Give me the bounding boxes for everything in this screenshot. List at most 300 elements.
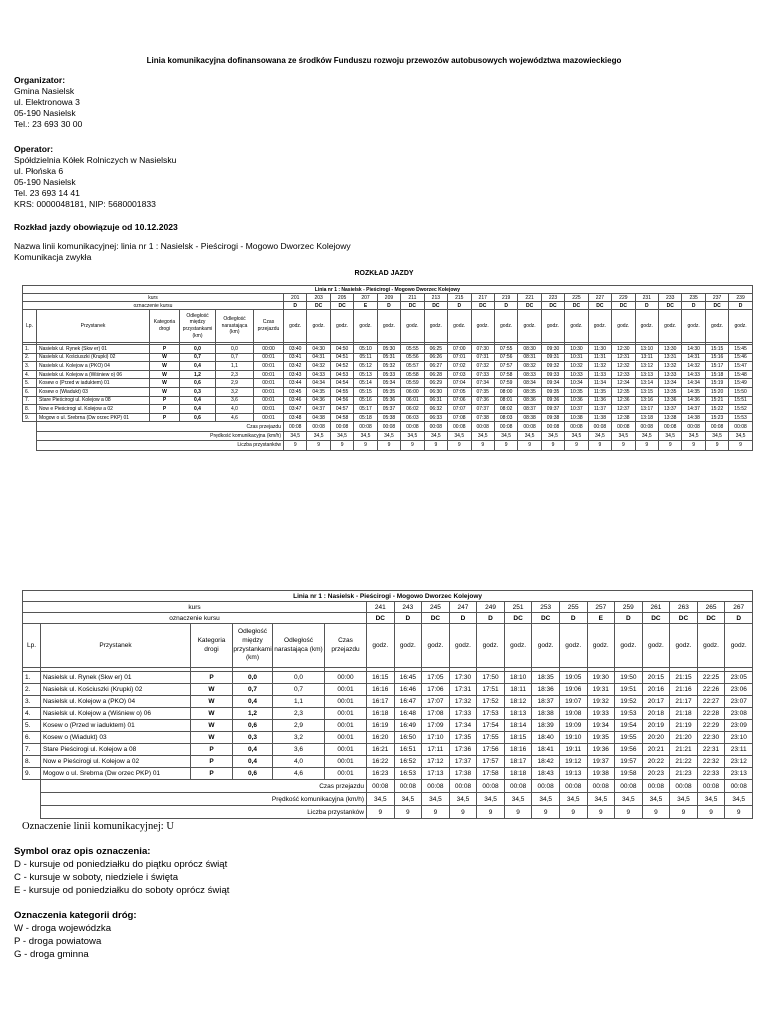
travel-time-value: 00:08 [705,422,728,431]
travel-time-value: 00:08 [532,780,560,793]
departure-time: 19:10 [559,732,587,744]
departure-time: 15:51 [729,396,753,405]
speed-value: 34,5 [330,431,353,440]
departure-time: 19:58 [615,768,643,780]
travel-time-value: 00:08 [612,422,635,431]
speed-value: 34,5 [394,793,422,806]
departure-time: 05:34 [377,379,400,388]
stop-name: Stare Pieścirogi ul. Kolejow a 08 [41,744,191,756]
godz-header: godz. [565,310,588,343]
departure-time: 15:50 [729,387,753,396]
speed-value: 34,5 [471,431,494,440]
godz-header: godz. [588,310,611,343]
course-mark: D [635,302,658,310]
godz-header: godz. [642,624,670,668]
departure-time: 05:35 [377,387,400,396]
course-number: 219 [494,294,517,302]
departure-time: 04:55 [330,387,353,396]
stop-travel-time: 00:01 [254,379,284,388]
stop-name: Mogow o ul. Srebrna (Dw orzec PKP) 01 [37,413,150,422]
departure-time: 05:58 [401,370,424,379]
travel-time-value: 00:08 [494,422,517,431]
departure-time: 16:23 [367,768,395,780]
departure-time: 13:13 [635,370,658,379]
stop-lp: 5. [23,720,41,732]
departure-time: 20:21 [642,744,670,756]
godz-header: godz. [682,310,705,343]
stop-distance: 0,6 [180,413,216,422]
departure-time: 05:56 [401,353,424,362]
departure-time: 07:59 [494,379,517,388]
speed-value: 34,5 [670,793,698,806]
stop-cumulative: 3,6 [273,744,325,756]
departure-time: 12:38 [612,413,635,422]
course-mark: D [615,613,643,624]
course-number: 265 [697,602,725,613]
col-lp-header: Lp. [23,310,37,343]
speed-value: 34,5 [518,431,541,440]
departure-time: 07:33 [471,370,494,379]
speed-value: 34,5 [642,793,670,806]
stop-count-value: 9 [559,806,587,819]
stop-cumulative: 0,0 [273,672,325,684]
departure-time: 10:30 [565,345,588,354]
departure-time: 06:33 [424,413,447,422]
departure-time: 08:30 [518,345,541,354]
departure-time: 07:55 [494,345,517,354]
operator-label: Operator: [14,144,54,154]
departure-time: 20:18 [642,708,670,720]
departure-time: 19:12 [559,756,587,768]
departure-time: 04:50 [330,345,353,354]
stop-category: P [150,396,180,405]
godz-header: godz. [448,310,471,343]
departure-time: 07:56 [494,353,517,362]
stop-lp: 2. [23,353,37,362]
departure-time: 07:32 [471,362,494,371]
stop-count-label: Liczba przystanków [41,806,367,819]
departure-time: 15:47 [729,362,753,371]
departure-time: 19:05 [559,672,587,684]
course-number: 257 [587,602,615,613]
departure-time: 23:12 [725,756,753,768]
stop-count-value: 9 [659,441,682,450]
departure-time: 13:36 [659,396,682,405]
stop-name: Nasielsk ul. Kolejow a (PKO) 04 [41,696,191,708]
stop-cumulative: 0,0 [216,345,254,354]
departure-time: 09:38 [541,413,564,422]
stop-lp: 3. [23,362,37,371]
travel-time-value: 00:08 [518,422,541,431]
stop-name: Nasielsk ul. Rynek (Skw er) 01 [37,345,150,354]
speed-value: 34,5 [448,431,471,440]
departure-time: 06:31 [424,396,447,405]
departure-time: 08:00 [494,387,517,396]
organizer-label: Organizator: [14,75,66,85]
godz-header: godz. [697,624,725,668]
stop-lp: 9. [23,768,41,780]
stop-category: W [191,708,233,720]
stop-distance: 0,7 [233,684,273,696]
course-number: 223 [541,294,564,302]
stop-count-value: 9 [729,441,753,450]
col-distance-header: Odległość między przystankami (km) [233,624,273,668]
departure-time: 13:11 [635,353,658,362]
stop-cumulative: 3,2 [273,732,325,744]
course-mark: DC [330,302,353,310]
departure-time: 07:03 [448,370,471,379]
symbol-item: C - kursuje w soboty, niedziele i święta [14,872,179,883]
speed-value: 34,5 [659,431,682,440]
col-cumulative-header: Odległość narastająca (km) [216,310,254,343]
departure-time: 16:17 [367,696,395,708]
stop-lp: 5. [23,379,37,388]
departure-time: 17:54 [477,720,505,732]
stop-count-value: 9 [449,806,477,819]
departure-time: 10:32 [565,362,588,371]
stop-name: Nasielsk ul. Kościuszki (Krupki) 02 [37,353,150,362]
stop-distance: 0,4 [180,396,216,405]
travel-time-value: 00:08 [697,780,725,793]
stop-distance: 0,6 [233,768,273,780]
symbol-item: E - kursuje od poniedziałku do soboty oprócz świąt [14,885,230,896]
departure-time: 07:34 [471,379,494,388]
stop-travel-time: 00:01 [325,732,367,744]
validity-note: Rozkład jazdy obowiązuje od 10.12.2023 [14,222,178,232]
stop-distance: 0,4 [233,696,273,708]
departure-time: 20:22 [642,756,670,768]
departure-time: 15:45 [729,345,753,354]
road-categories-legend [14,909,137,961]
departure-time: 11:34 [588,379,611,388]
departure-time: 13:30 [659,345,682,354]
departure-time: 17:32 [449,696,477,708]
stop-distance: 0,4 [180,405,216,414]
blank-cell [23,431,37,440]
godz-header: godz. [307,310,330,343]
departure-time: 21:15 [670,672,698,684]
departure-time: 12:32 [612,362,635,371]
line-header: Linia nr 1 : Nasielsk - Pieścirogi - Mogowo Dworzec Kolejowy [23,591,753,602]
stop-category: P [191,672,233,684]
departure-time: 16:53 [394,768,422,780]
stop-category: P [150,413,180,422]
stop-category: W [150,362,180,371]
godz-header: godz. [504,624,532,668]
departure-time: 08:31 [518,353,541,362]
stop-count-value: 9 [541,441,564,450]
speed-value: 34,5 [424,431,447,440]
symbol-item: D - kursuje od poniedziałku do piątku oprócz świąt [14,859,228,870]
stop-cumulative: 4,0 [273,756,325,768]
travel-time-value: 00:08 [330,422,353,431]
course-mark: DC [422,613,450,624]
departure-time: 20:19 [642,720,670,732]
course-number: 255 [559,602,587,613]
godz-header: godz. [394,624,422,668]
departure-time: 06:03 [401,413,424,422]
departure-time: 17:56 [477,744,505,756]
course-mark: D [377,302,400,310]
departure-time: 06:01 [401,396,424,405]
departure-time: 05:16 [354,396,377,405]
departure-time: 16:49 [394,720,422,732]
travel-time-value: 00:08 [615,780,643,793]
stop-distance: 1,2 [180,370,216,379]
stop-category: W [150,379,180,388]
departure-time: 16:45 [394,672,422,684]
departure-time: 05:13 [354,370,377,379]
speed-value: 34,5 [565,431,588,440]
course-number: 229 [612,294,635,302]
departure-time: 04:36 [307,396,330,405]
departure-time: 05:11 [354,353,377,362]
stop-count-value: 9 [682,441,705,450]
godz-header: godz. [424,310,447,343]
departure-time: 14:34 [682,379,705,388]
departure-time: 04:58 [330,413,353,422]
departure-time: 18:12 [504,696,532,708]
stop-count-value: 9 [354,441,377,450]
stop-count-value: 9 [615,806,643,819]
speed-value: 34,5 [615,793,643,806]
departure-time: 15:46 [729,353,753,362]
departure-time: 19:06 [559,684,587,696]
stop-lp: 1. [23,345,37,354]
departure-time: 11:30 [588,345,611,354]
stop-travel-time: 00:01 [325,756,367,768]
col-time-header: Czas przejazdu [254,310,284,343]
course-mark: DC [670,613,698,624]
road-category-item: G - droga gminna [14,949,89,960]
departure-time: 20:23 [642,768,670,780]
stop-count-label: Liczba przystanków [37,441,284,450]
departure-time: 19:09 [559,720,587,732]
departure-time: 04:32 [307,362,330,371]
departure-time: 18:39 [532,720,560,732]
departure-time: 19:38 [587,768,615,780]
stop-name: Kosew o (Wiadukt) 03 [41,732,191,744]
course-mark: E [587,613,615,624]
speed-value: 34,5 [354,431,377,440]
departure-time: 07:35 [471,387,494,396]
departure-time: 16:19 [367,720,395,732]
godz-header: godz. [587,624,615,668]
departure-time: 04:30 [307,345,330,354]
stop-cumulative: 2,9 [273,720,325,732]
departure-time: 16:18 [367,708,395,720]
travel-time-value: 00:08 [565,422,588,431]
departure-time: 03:45 [284,387,307,396]
travel-time-value: 00:08 [422,780,450,793]
stop-count-value: 9 [401,441,424,450]
godz-header: godz. [354,310,377,343]
departure-time: 18:35 [532,672,560,684]
departure-time: 19:33 [587,708,615,720]
departure-time: 21:18 [670,708,698,720]
departure-time: 10:38 [565,413,588,422]
departure-time: 13:33 [659,370,682,379]
stop-count-value: 9 [670,806,698,819]
travel-time-value: 00:08 [559,780,587,793]
departure-time: 07:38 [471,413,494,422]
stop-count-value: 9 [448,441,471,450]
line-name: Nazwa linii komunikacyjnej: linia nr 1 : Nasielsk - Pieścirogi - Mogowo Dworzec Kolejowy [14,241,351,251]
departure-time: 06:32 [424,405,447,414]
departure-time: 15:23 [705,413,728,422]
stop-lp: 1. [23,672,41,684]
col-category-header: Kategoria drogi [150,310,180,343]
schedule-title: ROZKŁAD JAZDY [354,270,414,277]
stop-name: Now e Pieścirogi ul. Kolejow a 02 [41,756,191,768]
course-number: 221 [518,294,541,302]
departure-time: 21:23 [670,768,698,780]
stop-count-value: 9 [587,806,615,819]
departure-time: 20:15 [642,672,670,684]
departure-time: 05:10 [354,345,377,354]
speed-value: 34,5 [422,793,450,806]
departure-time: 19:35 [587,732,615,744]
departure-time: 08:02 [494,405,517,414]
course-mark: DC [588,302,611,310]
course-mark: D [559,613,587,624]
stop-travel-time: 00:01 [325,720,367,732]
course-mark: DC [705,302,728,310]
departure-time: 18:18 [504,768,532,780]
departure-time: 15:19 [705,379,728,388]
departure-time: 07:08 [448,413,471,422]
departure-time: 13:15 [635,387,658,396]
stop-travel-time: 00:01 [325,696,367,708]
departure-time: 18:13 [504,708,532,720]
departure-time: 23:13 [725,768,753,780]
stop-distance: 0,3 [233,732,273,744]
departure-time: 03:48 [284,413,307,422]
stop-category: P [191,744,233,756]
departure-time: 10:35 [565,387,588,396]
course-mark: DC [565,302,588,310]
godz-header: godz. [377,310,400,343]
departure-time: 15:16 [705,353,728,362]
departure-time: 11:33 [588,370,611,379]
stop-count-value: 9 [471,441,494,450]
stop-cumulative: 0,7 [216,353,254,362]
stop-count-value: 9 [330,441,353,450]
speed-value: 34,5 [541,431,564,440]
course-number: 263 [670,602,698,613]
stop-name: Nasielsk ul. Kościuszki (Krupki) 02 [41,684,191,696]
course-mark: DC [518,302,541,310]
departure-time: 19:31 [587,684,615,696]
departure-time: 17:05 [422,672,450,684]
departure-time: 10:34 [565,379,588,388]
departure-time: 22:27 [697,696,725,708]
travel-time-value: 00:08 [635,422,658,431]
departure-time: 03:46 [284,396,307,405]
departure-time: 17:09 [422,720,450,732]
departure-time: 10:33 [565,370,588,379]
departure-time: 21:20 [670,732,698,744]
course-mark: DC [367,613,395,624]
departure-time: 15:53 [729,413,753,422]
departure-time: 11:38 [588,413,611,422]
departure-time: 04:34 [307,379,330,388]
departure-time: 22:32 [697,756,725,768]
departure-time: 17:10 [422,732,450,744]
departure-time: 18:42 [532,756,560,768]
departure-time: 05:37 [377,405,400,414]
speed-value: 34,5 [635,431,658,440]
course-number: 225 [565,294,588,302]
speed-label: Prędkość komunikacyjna (km/h) [37,431,284,440]
departure-time: 16:20 [367,732,395,744]
stop-cumulative: 2,3 [216,370,254,379]
travel-time-value: 00:08 [307,422,330,431]
departure-time: 09:34 [541,379,564,388]
departure-time: 16:47 [394,696,422,708]
course-number: 201 [284,294,307,302]
departure-time: 15:52 [729,405,753,414]
operator-line: Spółdzielnia Kółek Rolniczych w Nasielsku [14,155,177,165]
departure-time: 07:37 [471,405,494,414]
stop-category: P [191,756,233,768]
road-category-item: W - droga wojewódzka [14,923,112,934]
departure-time: 10:37 [565,405,588,414]
departure-time: 08:33 [518,370,541,379]
departure-time: 16:15 [367,672,395,684]
stop-travel-time: 00:01 [254,405,284,414]
departure-time: 03:40 [284,345,307,354]
departure-time: 19:50 [615,672,643,684]
departure-time: 07:07 [448,405,471,414]
departure-time: 03:42 [284,362,307,371]
godz-header: godz. [477,624,505,668]
departure-time: 03:47 [284,405,307,414]
departure-time: 06:00 [401,387,424,396]
travel-time-value: 00:08 [284,422,307,431]
departure-time: 11:37 [588,405,611,414]
stop-distance: 1,2 [233,708,273,720]
departure-time: 13:37 [659,405,682,414]
departure-time: 23:10 [725,732,753,744]
stop-category: P [150,345,180,354]
speed-value: 34,5 [449,793,477,806]
departure-time: 19:57 [615,756,643,768]
departure-time: 05:12 [354,362,377,371]
departure-time: 15:21 [705,396,728,405]
course-mark: D [477,613,505,624]
departure-time: 18:15 [504,732,532,744]
col-category-header: Kategoria drogi [191,624,233,668]
departure-time: 16:52 [394,756,422,768]
course-mark: D [729,302,753,310]
departure-time: 15:17 [705,362,728,371]
godz-header: godz. [615,624,643,668]
stop-name: Kosew o (Wiadukt) 03 [37,387,150,396]
timetable-morning [22,285,753,451]
course-number: 249 [477,602,505,613]
departure-time: 16:21 [367,744,395,756]
departure-time: 15:49 [729,379,753,388]
godz-header: godz. [401,310,424,343]
stop-category: W [150,353,180,362]
stop-category: W [191,684,233,696]
departure-time: 03:43 [284,370,307,379]
stop-name: Nasielsk ul. Rynek (Skw er) 01 [41,672,191,684]
departure-time: 17:36 [449,744,477,756]
stop-name: Stare Pieścirogi ul. Kolejow a 08 [37,396,150,405]
departure-time: 17:55 [477,732,505,744]
